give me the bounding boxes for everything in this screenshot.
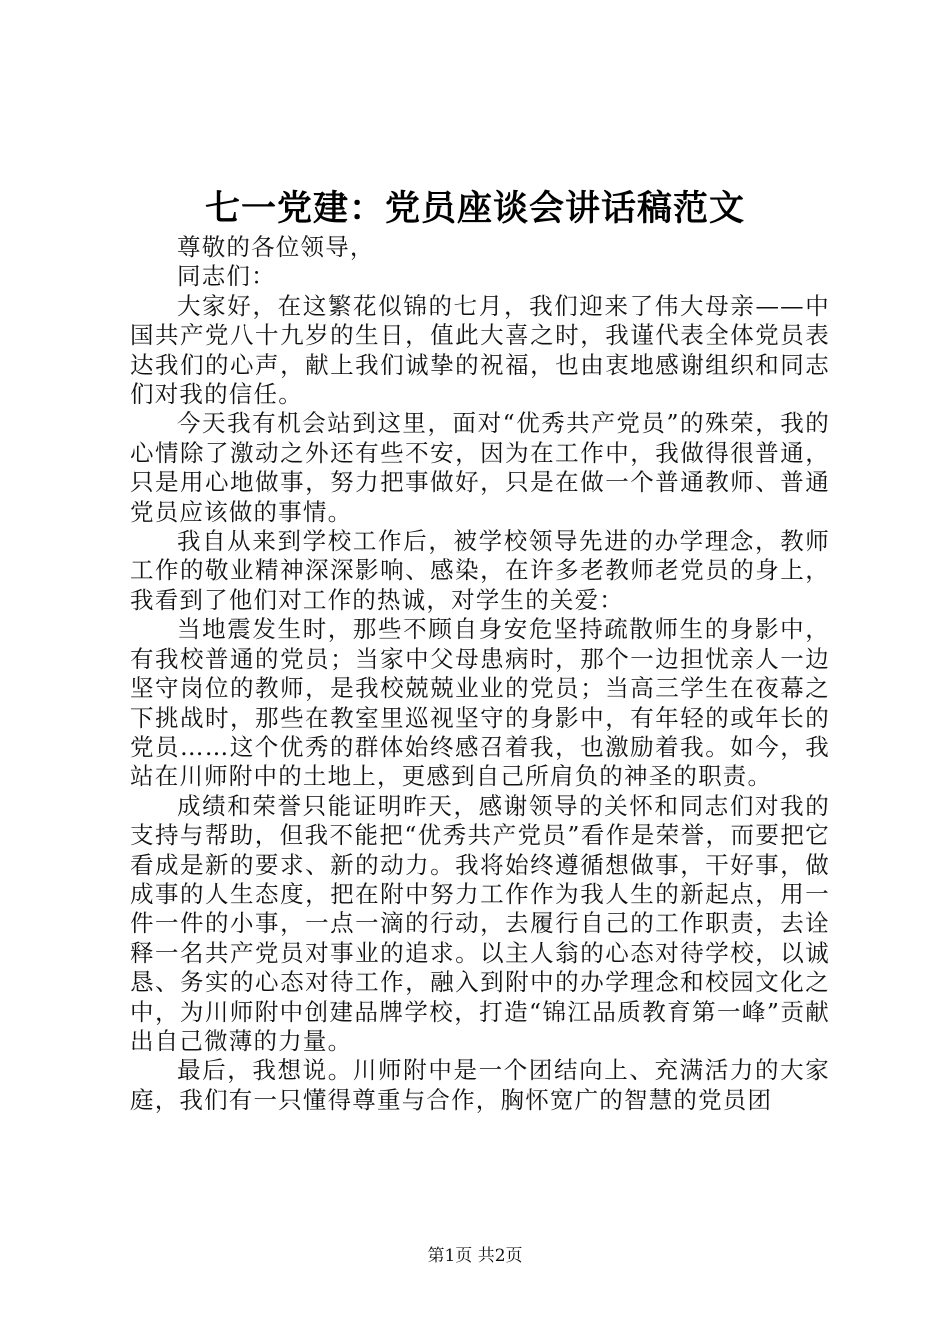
page-number-footer: 第1页 共2页 [427, 1246, 523, 1266]
paragraph-examples: 当地震发生时，那些不顾自身安危坚持疏散师生的身影中，有我校普通的党员；当家中父母患病时，那个一边担忧亲人一边坚守岗位的教师，是我校兢兢业业的党员；当高三学生在夜幕之下挑战时，那些在教室里巡视坚守的身影中，有年轻的或年长的党员……这个优秀的群体始终感召着我，也激励着我。如今，我站在川师附中的土地上，更感到自己所肩负的神圣的职责。 [130, 615, 830, 791]
paragraph-greeting: 大家好，在这繁花似锦的七月，我们迎来了伟大母亲——中国共产党八十九岁的生日，值此大喜之时，我谨代表全体党员表达我们的心声，献上我们诚挚的祝福，也由衷地感谢组织和同志们对我的信任。 [130, 291, 830, 409]
document-title: 七一党建：党员座谈会讲话稿范文 [204, 188, 745, 229]
paragraph-commitment: 成绩和荣誉只能证明昨天，感谢领导的关怀和同志们对我的支持与帮助，但我不能把“优秀共产党员”看作是荣誉，而要把它看成是新的要求、新的动力。我将始终遵循想做事，干好事，做成事的人生态度，把在附中努力工作作为我人生的新起点，用一件一件的小事，一点一滴的行动，去履行自己的工作职责，去诠释一名共产党员对事业的追求。以主人翁的心态对待学校，以诚恳、务实的心态对待工作，融入到附中的办学理念和校园文化之中，为川师附中创建品牌学校，打造“锦江品质教育第一峰”贡献出自己微薄的力量。 [130, 791, 830, 1055]
paragraph-influence: 我自从来到学校工作后，被学校领导先进的办学理念，教师工作的敬业精神深深影响、感染，在许多老教师老党员的身上，我看到了他们对工作的热诚，对学生的关爱： [130, 527, 830, 614]
paragraph-closing: 最后，我想说。川师附中是一个团结向上、充满活力的大家庭，我们有一只懂得尊重与合作，胸怀宽广的智慧的党员团 [130, 1056, 830, 1114]
salutation-leaders: 尊敬的各位领导， [177, 233, 375, 261]
salutation-comrades: 同志们： [177, 262, 276, 291]
paragraph-honor: 今天我有机会站到这里，面对“优秀共产党员”的殊荣，我的心情除了激动之外还有些不安，因为在工作中，我做得很普通，只是用心地做事，努力把事做好，只是在做一个普通教师、普通党员应该做的事情。 [130, 409, 830, 526]
document-body [130, 233, 830, 1115]
